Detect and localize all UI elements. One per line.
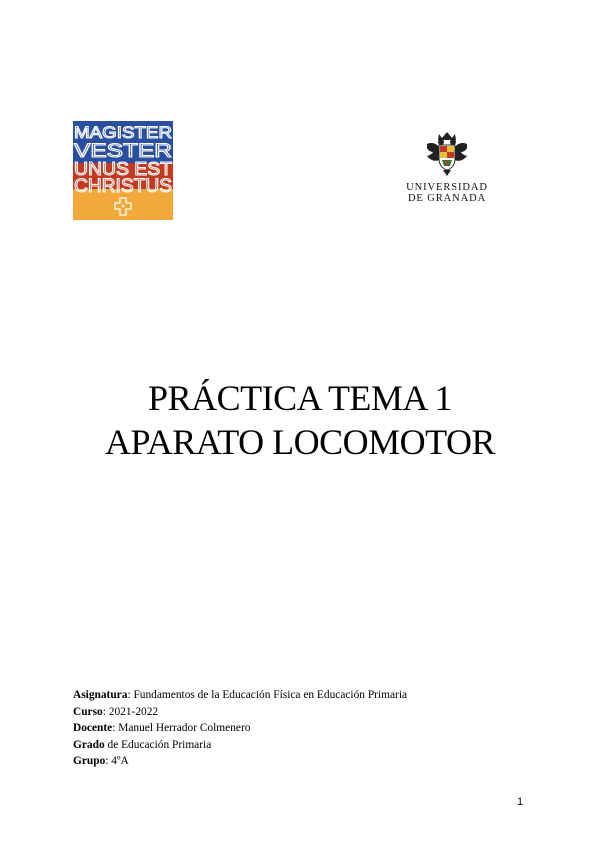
meta-grupo-label: Grupo [73, 755, 106, 768]
logo-line-3: UNUS EST [74, 159, 172, 179]
ugr-line-1: UNIVERSIDAD [406, 182, 488, 193]
meta-grado [73, 737, 553, 754]
document-metadata [73, 687, 553, 770]
logo-line-2: VESTER [74, 141, 172, 162]
title-line-2: APARATO LOCOMOTOR [105, 422, 495, 462]
magister-logo [73, 121, 173, 220]
meta-asignatura-value: : Fundamentos de la Educación Física en Educación Primaria [127, 689, 408, 701]
title-line-1: PRÁCTICA TEMA 1 [148, 378, 452, 418]
page-number: 1 [517, 796, 524, 808]
meta-curso-label: Curso [73, 705, 103, 718]
document-title [0, 376, 600, 464]
meta-curso-value: : 2021-2022 [102, 705, 159, 718]
ugr-line-2: DE GRANADA [407, 193, 487, 204]
meta-asignatura [73, 687, 553, 704]
meta-asignatura-label: Asignatura [73, 689, 128, 701]
ugr-crest-icon [424, 130, 470, 178]
magister-logo-graphic [73, 121, 173, 220]
logo-line-4: CHRISTUS [74, 176, 172, 197]
meta-grupo-value: : 4ºA [105, 755, 129, 768]
logo-line-1: MAGISTER [74, 123, 172, 142]
ugr-logo [402, 130, 492, 222]
meta-grupo [73, 753, 553, 770]
meta-docente-label: Docente [73, 722, 113, 735]
meta-curso [73, 704, 553, 721]
meta-grado-label: Grado [73, 738, 105, 751]
meta-grado-value: de Educación Primaria [104, 738, 212, 751]
meta-docente-value: : Manuel Herrador Colmenero [112, 722, 251, 735]
meta-docente [73, 720, 553, 737]
